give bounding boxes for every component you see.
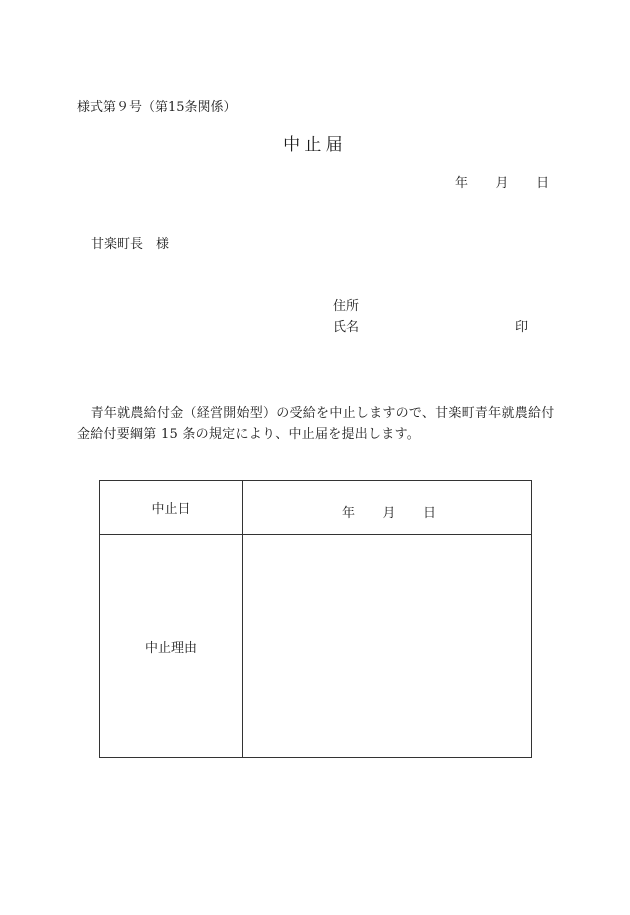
stop-reason-label: 中止理由 [100,535,243,758]
addressee: 甘楽町長 様 [91,237,170,252]
body-text: 青年就農給付金（経営開始型）の受給を中止しますので、甘楽町青年就農給付金給付要綱第 15 条の規定により、中止届を提出します。 [77,406,555,442]
seal-mark: 印 [515,320,529,335]
address-label: 住所 [333,299,360,314]
stop-date-row [100,481,532,535]
stop-date-label: 中止日 [100,481,243,535]
submission-date: 年 月 日 [455,176,550,191]
stop-reason-row [100,535,532,758]
stop-reason-field[interactable] [243,535,532,758]
stop-date-field[interactable]: 年 月 日 [243,481,532,535]
stop-notice-table [99,480,532,758]
form-number: 様式第９号（第15条関係） [77,100,237,115]
document-title: 中止届 [283,135,347,155]
name-label: 氏名 [333,320,360,335]
